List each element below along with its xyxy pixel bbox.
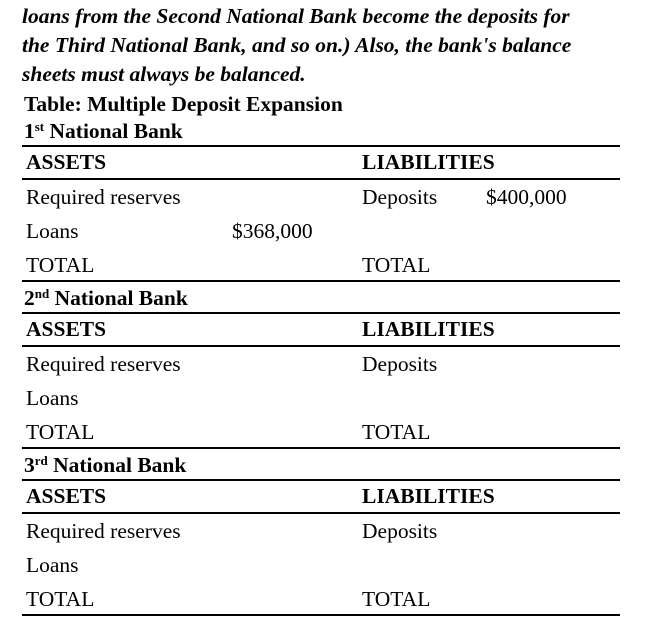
table-row: [22, 347, 620, 381]
asset-label: Loans: [26, 219, 79, 243]
asset-value: $368,000: [232, 219, 313, 243]
liability-label: TOTAL: [362, 587, 431, 611]
intro-paragraph: [22, 2, 647, 89]
total-row: [22, 248, 620, 282]
table-row: [22, 514, 620, 548]
asset-label: TOTAL: [26, 253, 95, 277]
liability-label: Deposits: [362, 185, 438, 209]
table-row: [22, 180, 620, 214]
bank-table-1: [22, 118, 620, 282]
liability-label: Deposits: [362, 519, 438, 543]
bank-table-2: [22, 285, 620, 449]
asset-label: TOTAL: [26, 587, 95, 611]
asset-label: TOTAL: [26, 420, 95, 444]
bank-ordinal-suffix: nd: [34, 286, 50, 301]
header-row: [22, 147, 620, 180]
liabilities-header: LIABILITIES: [362, 317, 495, 341]
total-row: [22, 415, 620, 449]
header-row: [22, 314, 620, 347]
asset-label: Required reserves: [26, 185, 181, 209]
asset-label: Required reserves: [26, 352, 181, 376]
bank-ordinal-suffix: rd: [34, 453, 48, 468]
liabilities-header: LIABILITIES: [362, 150, 495, 174]
bank-ordinal: 2: [24, 286, 35, 310]
intro-line: the Third National Bank, and so on.) Also, the bank's balance: [22, 33, 572, 57]
bank-title: [22, 118, 620, 147]
bank-title: [22, 452, 620, 481]
liability-label: TOTAL: [362, 253, 431, 277]
header-row: [22, 481, 620, 514]
liability-label: Deposits: [362, 352, 438, 376]
bank-name: National Bank: [53, 453, 187, 477]
table-row: [22, 381, 620, 415]
liability-label: TOTAL: [362, 420, 431, 444]
bank-ordinal: 1: [24, 119, 35, 143]
bank-ordinal: 3: [24, 453, 35, 477]
table-title: Table: Multiple Deposit Expansion: [24, 92, 343, 116]
intro-line: loans from the Second National Bank become the deposits for: [22, 4, 570, 28]
bank-name: National Bank: [54, 286, 188, 310]
assets-header: ASSETS: [26, 484, 107, 508]
liabilities-header: LIABILITIES: [362, 484, 495, 508]
assets-header: ASSETS: [26, 317, 107, 341]
liability-value: $400,000: [486, 185, 567, 209]
intro-line: sheets must always be balanced.: [22, 62, 306, 86]
bank-title: [22, 285, 620, 314]
table-row: [22, 548, 620, 582]
bank-ordinal-suffix: st: [34, 119, 45, 134]
asset-label: Loans: [26, 386, 79, 410]
total-row: [22, 582, 620, 616]
bank-name: National Bank: [49, 119, 183, 143]
table-row: [22, 214, 620, 248]
assets-header: ASSETS: [26, 150, 107, 174]
bank-table-3: [22, 452, 620, 616]
asset-label: Loans: [26, 553, 79, 577]
asset-label: Required reserves: [26, 519, 181, 543]
